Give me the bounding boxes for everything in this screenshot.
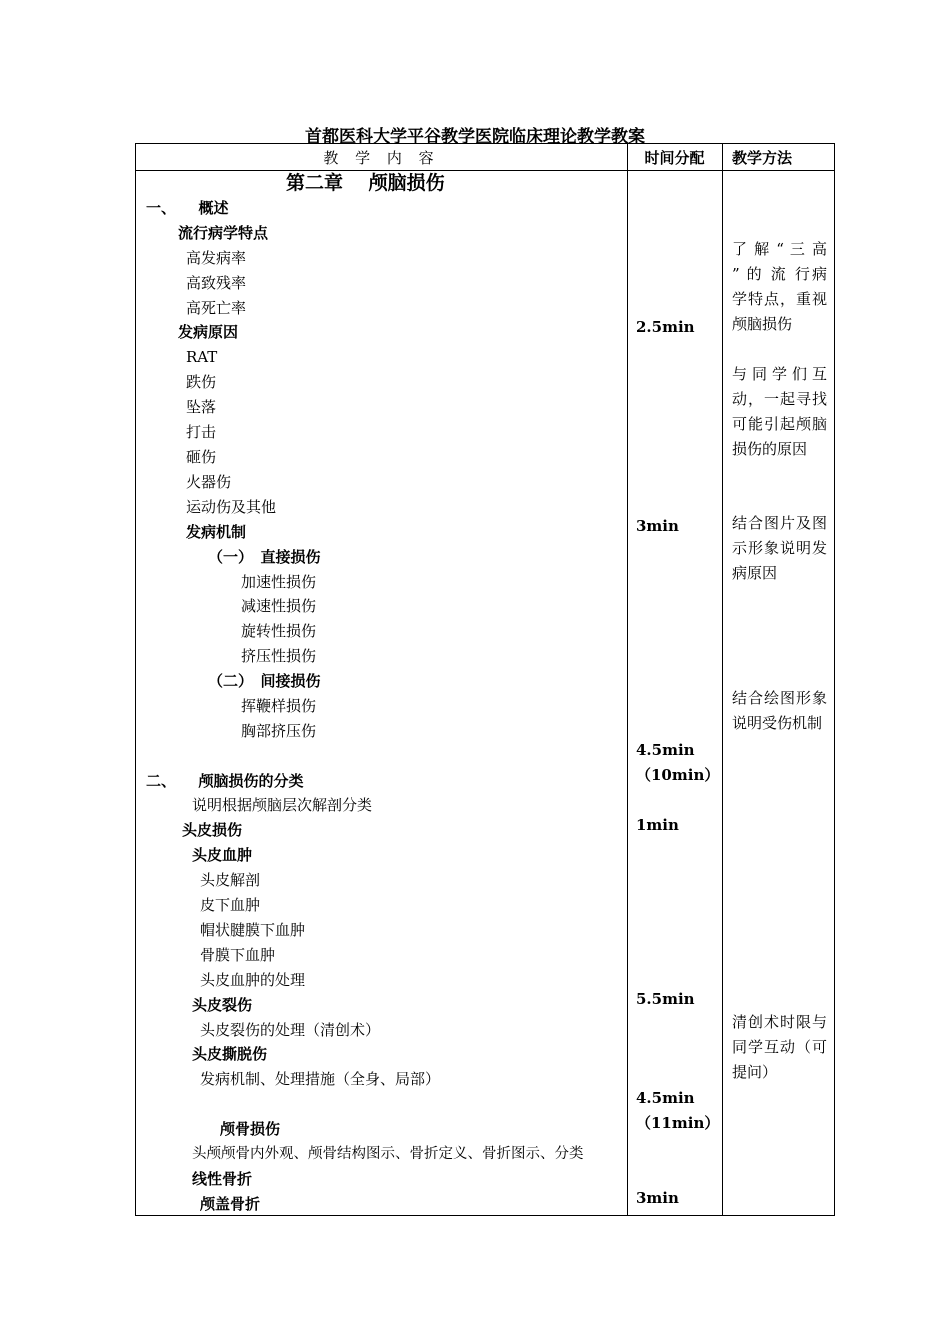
method-note: 结合绘图形象说明受伤机制: [732, 689, 827, 732]
content-line: 火器伤: [186, 473, 232, 491]
subsection-heading: 头皮裂伤: [192, 996, 253, 1014]
method-note: 清创术时限与同学互动（可提问）: [732, 1013, 827, 1081]
subsection-heading: 头皮损伤: [182, 821, 243, 839]
time-total: （10min）: [636, 766, 720, 784]
content-line: 挤压性损伤: [241, 647, 317, 665]
chapter-title: 第二章 颅脑损伤: [286, 172, 445, 194]
content-line: 发病机制、处理措施（全身、局部）: [200, 1070, 441, 1088]
header-time: 时间分配: [644, 149, 705, 167]
content-line: 运动伤及其他: [186, 498, 277, 516]
content-line: 头皮解剖: [200, 871, 261, 889]
subsection-heading: 颅盖骨折: [200, 1195, 261, 1213]
header-content: 教 学 内 容: [323, 149, 440, 167]
content-line: 高致残率: [186, 274, 247, 292]
content-line: 头皮裂伤的处理（清创术）: [200, 1021, 381, 1039]
content-line: 旋转性损伤: [241, 622, 317, 640]
content-line: 坠落: [186, 398, 217, 416]
content-line: 皮下血肿: [200, 896, 261, 914]
content-line: 高发病率: [186, 249, 247, 267]
lesson-plan-table: [135, 143, 835, 1216]
content-line: 跌伤: [186, 373, 217, 391]
content-line: 减速性损伤: [241, 597, 317, 615]
time-value: 4.5min: [636, 741, 695, 759]
subsection-heading: 头皮血肿: [192, 846, 253, 864]
subsection-heading: 头皮撕脱伤: [192, 1045, 268, 1063]
subsection-heading: 颅骨损伤: [220, 1120, 281, 1138]
time-value: 3min: [636, 517, 679, 535]
content-line: RAT: [186, 348, 218, 366]
subsection-heading: 发病原因: [178, 323, 239, 341]
content-line: 挥鞭样损伤: [241, 697, 317, 715]
subsection-heading: 发病机制: [186, 523, 247, 541]
column-divider: [627, 144, 628, 1215]
content-line: 说明根据颅脑层次解剖分类: [192, 796, 373, 814]
subsection-heading: 流行病学特点: [178, 224, 269, 242]
content-line: 打击: [186, 423, 217, 441]
section-heading: 一、 概述: [146, 199, 229, 217]
content-line: 头皮血肿的处理: [200, 971, 306, 989]
method-note: 了 解 “ 三 高 ” 的 流 行病学特点，重视颅脑损伤: [732, 240, 827, 333]
content-line: 高死亡率: [186, 299, 247, 317]
header-method: 教学方法: [732, 149, 793, 167]
time-value: 2.5min: [636, 318, 695, 336]
content-line: 头颅颅骨内外观、颅骨结构图示、骨折定义、骨折图示、分类: [192, 1146, 584, 1162]
header-divider: [136, 170, 834, 171]
column-divider: [722, 144, 723, 1215]
time-total: （11min）: [636, 1114, 720, 1132]
time-value: 3min: [636, 1189, 679, 1207]
section-heading: 二、 颅脑损伤的分类: [146, 772, 304, 790]
time-value: 5.5min: [636, 990, 695, 1008]
content-line: 骨膜下血肿: [200, 946, 276, 964]
content-line: 胸部挤压伤: [241, 722, 317, 740]
subsection-heading: 线性骨折: [192, 1170, 253, 1188]
content-line: 加速性损伤: [241, 573, 317, 591]
method-note: 与同学们互动，一起寻找可能引起颅脑损伤的原因: [732, 365, 827, 458]
subsection-heading: （二） 间接损伤: [208, 672, 321, 690]
time-value: 4.5min: [636, 1089, 695, 1107]
time-value: 1min: [636, 816, 679, 834]
content-line: 帽状腱膜下血肿: [200, 921, 306, 939]
method-note: 结合图片及图示形象说明发病原因: [732, 514, 827, 582]
subsection-heading: （一） 直接损伤: [208, 548, 321, 566]
content-line: 砸伤: [186, 448, 217, 466]
document-title: 首都医科大学平谷教学医院临床理论教学教案: [305, 127, 645, 147]
